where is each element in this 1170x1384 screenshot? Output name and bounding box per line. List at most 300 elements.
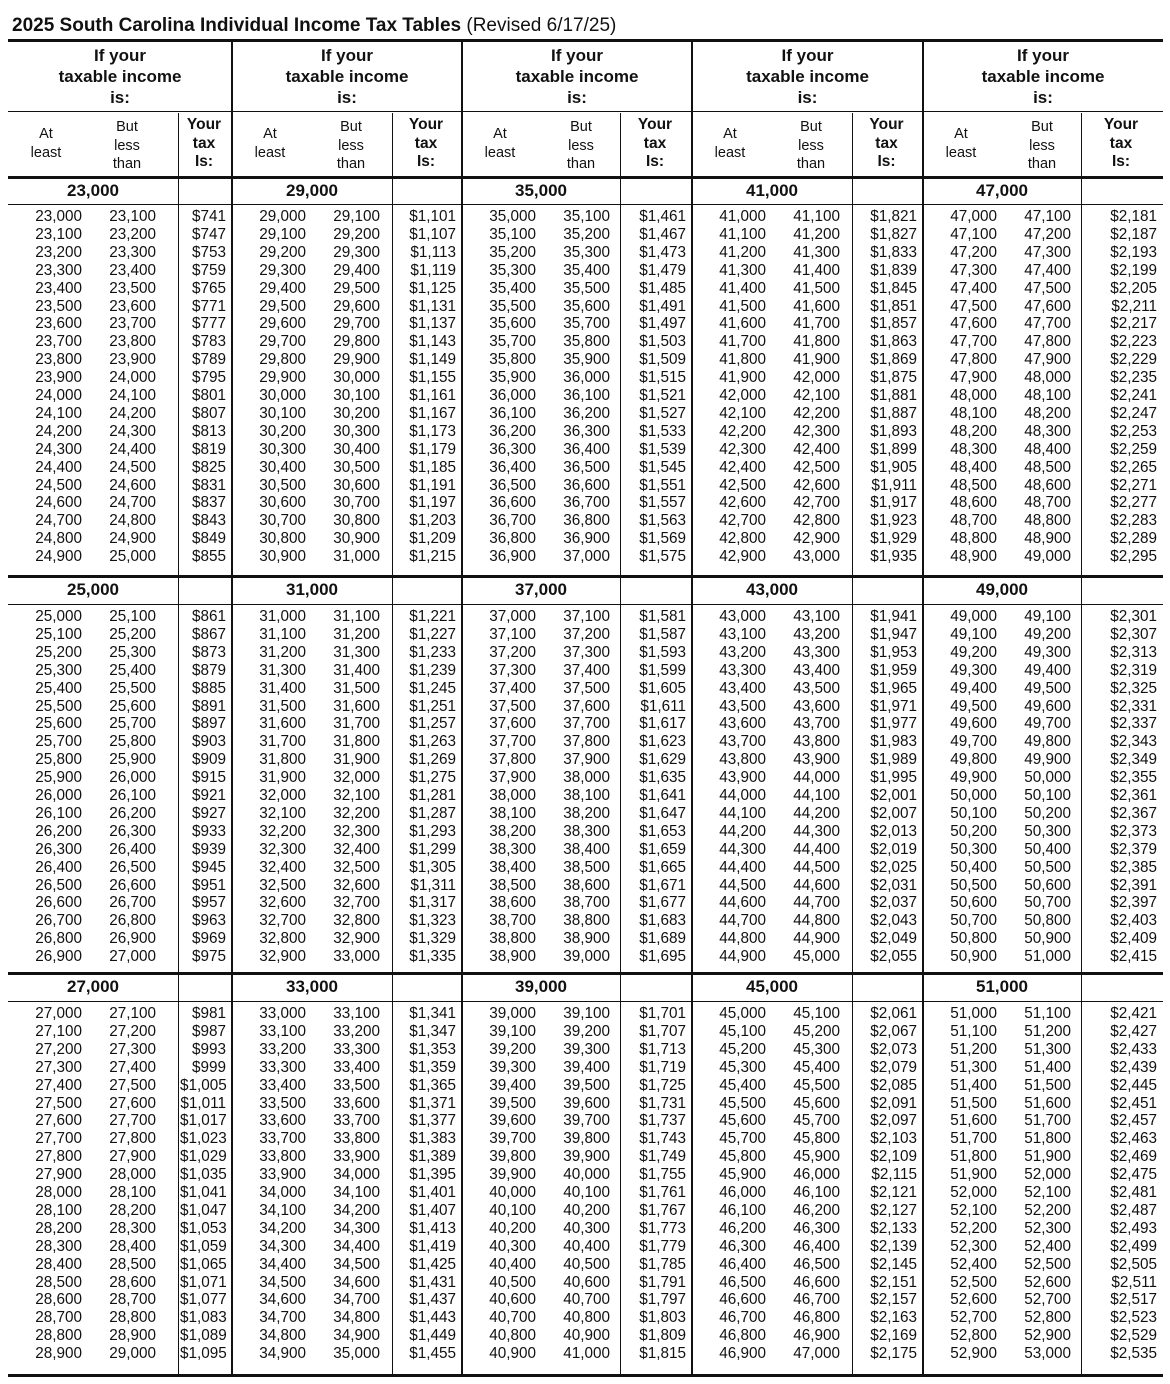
rule-group-divider bbox=[231, 41, 233, 1376]
cell-but-less-than: 43,500 bbox=[793, 679, 840, 697]
cell-at-least: 24,500 bbox=[35, 476, 82, 494]
cell-but-less-than: 45,200 bbox=[793, 1022, 840, 1040]
cell-but-less-than: 36,500 bbox=[563, 458, 610, 476]
cell-at-least: 49,800 bbox=[950, 751, 997, 769]
cell-your-tax: $2,451 bbox=[1110, 1094, 1157, 1112]
cell-your-tax: $2,241 bbox=[1110, 387, 1157, 404]
cell-but-less-than: 35,400 bbox=[563, 261, 610, 279]
cell-but-less-than: 38,300 bbox=[563, 822, 610, 840]
cell-at-least: 31,400 bbox=[259, 679, 306, 697]
cell-but-less-than: 31,100 bbox=[333, 608, 380, 625]
cell-your-tax: $2,187 bbox=[1110, 225, 1157, 243]
cell-at-least: 39,700 bbox=[489, 1130, 536, 1148]
cell-your-tax: $741 bbox=[191, 208, 226, 225]
cell-at-least: 43,600 bbox=[719, 715, 766, 733]
cell-at-least: 50,300 bbox=[950, 840, 997, 858]
cell-but-less-than: 40,600 bbox=[563, 1273, 610, 1291]
cell-your-tax: $1,257 bbox=[409, 715, 456, 733]
cell-but-less-than: 35,100 bbox=[563, 208, 610, 225]
cell-but-less-than: 41,100 bbox=[793, 208, 840, 225]
cell-at-least: 46,900 bbox=[719, 1345, 766, 1363]
cell-but-less-than: 39,300 bbox=[563, 1040, 610, 1058]
cell-but-less-than: 25,800 bbox=[109, 733, 156, 751]
cell-your-tax: $1,335 bbox=[409, 948, 456, 966]
cell-at-least: 24,200 bbox=[35, 422, 82, 440]
cell-your-tax: $2,493 bbox=[1110, 1219, 1157, 1237]
cell-your-tax: $1,353 bbox=[409, 1040, 456, 1058]
cell-but-less-than: 28,200 bbox=[109, 1201, 156, 1219]
cell-at-least: 23,700 bbox=[35, 333, 82, 351]
cell-your-tax: $1,275 bbox=[409, 769, 456, 787]
cell-your-tax: $1,329 bbox=[409, 930, 456, 948]
cell-your-tax: $1,635 bbox=[639, 769, 686, 787]
cell-but-less-than: 25,100 bbox=[109, 608, 156, 625]
cell-at-least: 49,400 bbox=[950, 679, 997, 697]
cell-your-tax: $1,845 bbox=[870, 279, 917, 297]
cell-at-least: 29,600 bbox=[259, 315, 306, 333]
cell-your-tax: $1,857 bbox=[870, 315, 917, 333]
cell-at-least: 50,700 bbox=[950, 912, 997, 930]
band-label: 33,000 bbox=[286, 977, 338, 996]
cell-your-tax: $1,089 bbox=[180, 1327, 227, 1345]
cell-but-less-than: 35,600 bbox=[563, 297, 610, 315]
cell-your-tax: $1,983 bbox=[870, 733, 917, 751]
cell-at-least: 42,700 bbox=[719, 512, 766, 530]
cell-at-least: 44,200 bbox=[719, 822, 766, 840]
cell-at-least: 32,500 bbox=[259, 876, 306, 894]
cell-your-tax: $879 bbox=[191, 661, 226, 679]
cell-at-least: 32,400 bbox=[259, 858, 306, 876]
cell-but-less-than: 34,000 bbox=[333, 1166, 380, 1184]
cell-but-less-than: 49,500 bbox=[1024, 679, 1071, 697]
cell-but-less-than: 30,400 bbox=[333, 440, 380, 458]
cell-at-least: 29,400 bbox=[259, 279, 306, 297]
cell-at-least: 31,200 bbox=[259, 643, 306, 661]
cell-your-tax: $1,467 bbox=[639, 225, 686, 243]
cell-at-least: 39,000 bbox=[489, 1005, 536, 1022]
cell-but-less-than: 48,700 bbox=[1024, 494, 1071, 512]
cell-your-tax: $1,095 bbox=[180, 1345, 227, 1363]
rule-top bbox=[8, 39, 1163, 42]
cell-but-less-than: 50,700 bbox=[1024, 894, 1071, 912]
cell-but-less-than: 51,300 bbox=[1024, 1040, 1071, 1058]
cell-at-least: 32,700 bbox=[259, 912, 306, 930]
cell-your-tax: $2,085 bbox=[870, 1076, 917, 1094]
cell-but-less-than: 25,500 bbox=[109, 679, 156, 697]
cell-but-less-than: 31,900 bbox=[333, 751, 380, 769]
cell-but-less-than: 26,700 bbox=[109, 894, 156, 912]
cell-your-tax: $1,977 bbox=[870, 715, 917, 733]
cell-at-least: 25,700 bbox=[35, 733, 82, 751]
cell-at-least: 49,000 bbox=[950, 608, 997, 625]
cell-but-less-than: 52,100 bbox=[1024, 1184, 1071, 1201]
cell-at-least: 43,900 bbox=[719, 769, 766, 787]
cell-at-least: 51,700 bbox=[950, 1130, 997, 1148]
cell-at-least: 50,000 bbox=[950, 787, 997, 804]
cell-at-least: 31,600 bbox=[259, 715, 306, 733]
cell-your-tax: $963 bbox=[191, 912, 226, 930]
cell-at-least: 45,000 bbox=[719, 1005, 766, 1022]
cell-but-less-than: 42,900 bbox=[793, 530, 840, 548]
cell-at-least: 25,300 bbox=[35, 661, 82, 679]
cell-at-least: 40,600 bbox=[489, 1291, 536, 1309]
cell-but-less-than: 35,200 bbox=[563, 225, 610, 243]
cell-but-less-than: 47,300 bbox=[1024, 243, 1071, 261]
cell-at-least: 26,600 bbox=[35, 894, 82, 912]
cell-but-less-than: 32,700 bbox=[333, 894, 380, 912]
cell-at-least: 49,600 bbox=[950, 715, 997, 733]
cell-but-less-than: 40,100 bbox=[563, 1184, 610, 1201]
cell-but-less-than: 29,500 bbox=[333, 279, 380, 297]
cell-your-tax: $1,719 bbox=[639, 1058, 686, 1076]
cell-your-tax: $1,443 bbox=[409, 1309, 456, 1327]
cell-your-tax: $2,079 bbox=[870, 1058, 917, 1076]
cell-but-less-than: 41,800 bbox=[793, 333, 840, 351]
cell-at-least: 33,700 bbox=[259, 1130, 306, 1148]
cell-but-less-than: 34,600 bbox=[333, 1273, 380, 1291]
cell-your-tax: $2,463 bbox=[1110, 1130, 1157, 1148]
cell-your-tax: $1,203 bbox=[409, 512, 456, 530]
cell-at-least: 29,900 bbox=[259, 369, 306, 387]
cell-your-tax: $1,431 bbox=[409, 1273, 456, 1291]
cell-at-least: 41,000 bbox=[719, 208, 766, 225]
cell-your-tax: $1,659 bbox=[639, 840, 686, 858]
cell-your-tax: $855 bbox=[191, 548, 226, 566]
cell-but-less-than: 47,100 bbox=[1024, 208, 1071, 225]
cell-but-less-than: 51,700 bbox=[1024, 1112, 1071, 1130]
cell-your-tax: $957 bbox=[191, 894, 226, 912]
cell-but-less-than: 40,500 bbox=[563, 1255, 610, 1273]
cell-but-less-than: 23,600 bbox=[109, 297, 156, 315]
cell-but-less-than: 37,500 bbox=[563, 679, 610, 697]
cell-at-least: 38,500 bbox=[489, 876, 536, 894]
cell-at-least: 46,800 bbox=[719, 1327, 766, 1345]
cell-at-least: 52,100 bbox=[950, 1201, 997, 1219]
cell-but-less-than: 36,700 bbox=[563, 494, 610, 512]
cell-but-less-than: 49,900 bbox=[1024, 751, 1071, 769]
cell-your-tax: $1,113 bbox=[410, 243, 456, 261]
cell-your-tax: $1,539 bbox=[639, 440, 686, 458]
cell-at-least: 51,600 bbox=[950, 1112, 997, 1130]
cell-at-least: 24,900 bbox=[35, 548, 82, 566]
cell-but-less-than: 43,400 bbox=[793, 661, 840, 679]
cell-your-tax: $2,037 bbox=[870, 894, 917, 912]
cell-but-less-than: 23,200 bbox=[109, 225, 156, 243]
cell-at-least: 23,200 bbox=[35, 243, 82, 261]
cell-your-tax: $1,803 bbox=[639, 1309, 686, 1327]
cell-your-tax: $2,301 bbox=[1110, 608, 1157, 625]
cell-at-least: 34,100 bbox=[259, 1201, 306, 1219]
cell-your-tax: $2,025 bbox=[870, 858, 917, 876]
cell-but-less-than: 36,100 bbox=[563, 387, 610, 404]
cell-but-less-than: 26,200 bbox=[109, 804, 156, 822]
cell-at-least: 28,900 bbox=[35, 1345, 82, 1363]
cell-but-less-than: 46,000 bbox=[793, 1166, 840, 1184]
cell-at-least: 33,900 bbox=[259, 1166, 306, 1184]
cell-but-less-than: 46,500 bbox=[793, 1255, 840, 1273]
cell-at-least: 39,200 bbox=[489, 1040, 536, 1058]
cell-your-tax: $1,011 bbox=[180, 1094, 226, 1112]
cell-but-less-than: 30,200 bbox=[333, 404, 380, 422]
cell-your-tax: $1,323 bbox=[409, 912, 456, 930]
cell-but-less-than: 36,300 bbox=[563, 422, 610, 440]
cell-but-less-than: 25,300 bbox=[109, 643, 156, 661]
cell-at-least: 31,800 bbox=[259, 751, 306, 769]
cell-at-least: 42,500 bbox=[719, 476, 766, 494]
cell-your-tax: $1,701 bbox=[639, 1005, 686, 1022]
cell-at-least: 40,900 bbox=[489, 1345, 536, 1363]
cell-but-less-than: 34,300 bbox=[333, 1219, 380, 1237]
cell-but-less-than: 48,800 bbox=[1024, 512, 1071, 530]
cell-at-least: 29,300 bbox=[259, 261, 306, 279]
cell-but-less-than: 37,400 bbox=[563, 661, 610, 679]
cell-at-least: 43,500 bbox=[719, 697, 766, 715]
cell-your-tax: $2,007 bbox=[870, 804, 917, 822]
cell-but-less-than: 34,700 bbox=[333, 1291, 380, 1309]
cell-your-tax: $1,425 bbox=[409, 1255, 456, 1273]
cell-at-least: 29,500 bbox=[259, 297, 306, 315]
cell-at-least: 40,800 bbox=[489, 1327, 536, 1345]
cell-but-less-than: 39,600 bbox=[563, 1094, 610, 1112]
cell-but-less-than: 41,600 bbox=[793, 297, 840, 315]
cell-at-least: 35,700 bbox=[489, 333, 536, 351]
cell-but-less-than: 31,000 bbox=[333, 548, 380, 566]
cell-your-tax: $2,337 bbox=[1110, 715, 1157, 733]
cell-but-less-than: 53,000 bbox=[1024, 1345, 1071, 1363]
cell-your-tax: $2,031 bbox=[870, 876, 917, 894]
cell-your-tax: $1,593 bbox=[639, 643, 686, 661]
cell-but-less-than: 37,800 bbox=[563, 733, 610, 751]
cell-but-less-than: 42,200 bbox=[793, 404, 840, 422]
cell-your-tax: $2,253 bbox=[1110, 422, 1157, 440]
cell-but-less-than: 24,900 bbox=[109, 530, 156, 548]
cell-at-least: 47,500 bbox=[950, 297, 997, 315]
cell-but-less-than: 51,400 bbox=[1024, 1058, 1071, 1076]
col-header-at-least: At least bbox=[945, 126, 977, 161]
cell-at-least: 45,700 bbox=[719, 1130, 766, 1148]
rule-band-top bbox=[8, 176, 1163, 179]
cell-but-less-than: 49,600 bbox=[1024, 697, 1071, 715]
cell-but-less-than: 24,500 bbox=[109, 458, 156, 476]
band-label: 35,000 bbox=[515, 181, 567, 200]
cell-your-tax: $1,515 bbox=[639, 369, 686, 387]
cell-at-least: 25,900 bbox=[35, 769, 82, 787]
cell-but-less-than: 28,300 bbox=[109, 1219, 156, 1237]
cell-but-less-than: 28,000 bbox=[109, 1166, 156, 1184]
cell-at-least: 40,500 bbox=[489, 1273, 536, 1291]
cell-but-less-than: 39,400 bbox=[563, 1058, 610, 1076]
cell-but-less-than: 39,700 bbox=[563, 1112, 610, 1130]
cell-at-least: 42,900 bbox=[719, 548, 766, 566]
cell-but-less-than: 47,600 bbox=[1024, 297, 1071, 315]
cell-at-least: 33,500 bbox=[259, 1094, 306, 1112]
cell-at-least: 23,000 bbox=[35, 208, 82, 225]
cell-your-tax: $2,229 bbox=[1110, 351, 1157, 369]
cell-at-least: 38,400 bbox=[489, 858, 536, 876]
cell-your-tax: $1,347 bbox=[409, 1022, 456, 1040]
cell-at-least: 26,000 bbox=[35, 787, 82, 804]
cell-your-tax: $2,379 bbox=[1110, 840, 1157, 858]
cell-your-tax: $1,875 bbox=[870, 369, 917, 387]
cell-your-tax: $2,091 bbox=[870, 1094, 917, 1112]
cell-but-less-than: 52,900 bbox=[1024, 1327, 1071, 1345]
cell-at-least: 50,200 bbox=[950, 822, 997, 840]
cell-at-least: 45,600 bbox=[719, 1112, 766, 1130]
cell-but-less-than: 48,600 bbox=[1024, 476, 1071, 494]
cell-your-tax: $1,551 bbox=[639, 476, 686, 494]
cell-but-less-than: 32,200 bbox=[333, 804, 380, 822]
cell-but-less-than: 28,500 bbox=[109, 1255, 156, 1273]
cell-your-tax: $2,295 bbox=[1110, 548, 1157, 566]
cell-at-least: 23,600 bbox=[35, 315, 82, 333]
cell-your-tax: $2,385 bbox=[1110, 858, 1157, 876]
cell-your-tax: $1,863 bbox=[870, 333, 917, 351]
cell-at-least: 51,500 bbox=[950, 1094, 997, 1112]
cell-at-least: 46,000 bbox=[719, 1184, 766, 1201]
cell-your-tax: $873 bbox=[191, 643, 226, 661]
cell-at-least: 41,700 bbox=[719, 333, 766, 351]
cell-at-least: 23,800 bbox=[35, 351, 82, 369]
cell-but-less-than: 26,500 bbox=[109, 858, 156, 876]
cell-your-tax: $933 bbox=[191, 822, 226, 840]
cell-but-less-than: 27,400 bbox=[109, 1058, 156, 1076]
cell-at-least: 27,500 bbox=[35, 1094, 82, 1112]
cell-your-tax: $1,317 bbox=[409, 894, 456, 912]
col-header-at-least: At least bbox=[30, 126, 62, 161]
group-header-text bbox=[232, 45, 462, 108]
cell-your-tax: $1,227 bbox=[409, 625, 456, 643]
cell-but-less-than: 51,500 bbox=[1024, 1076, 1071, 1094]
cell-your-tax: $2,217 bbox=[1110, 315, 1157, 333]
cell-but-less-than: 47,700 bbox=[1024, 315, 1071, 333]
cell-your-tax: $2,211 bbox=[1111, 297, 1157, 315]
band-label: 37,000 bbox=[515, 580, 567, 599]
cell-your-tax: $1,533 bbox=[639, 422, 686, 440]
cell-at-least: 25,600 bbox=[35, 715, 82, 733]
cell-your-tax: $2,001 bbox=[870, 787, 917, 804]
col-header-but-less-than: But less than bbox=[566, 119, 596, 172]
cell-but-less-than: 26,100 bbox=[109, 787, 156, 804]
cell-your-tax: $1,125 bbox=[409, 279, 456, 297]
rule-tax-divider bbox=[620, 113, 621, 1376]
cell-but-less-than: 23,800 bbox=[109, 333, 156, 351]
cell-but-less-than: 24,100 bbox=[109, 387, 156, 404]
cell-at-least: 42,800 bbox=[719, 530, 766, 548]
col-header-but-less-than: But less than bbox=[112, 119, 142, 172]
cell-at-least: 39,400 bbox=[489, 1076, 536, 1094]
cell-but-less-than: 52,200 bbox=[1024, 1201, 1071, 1219]
cell-at-least: 27,300 bbox=[35, 1058, 82, 1076]
cell-your-tax: $1,395 bbox=[409, 1166, 456, 1184]
cell-your-tax: $1,959 bbox=[870, 661, 917, 679]
cell-your-tax: $1,341 bbox=[409, 1005, 456, 1022]
cell-but-less-than: 49,400 bbox=[1024, 661, 1071, 679]
cell-but-less-than: 30,700 bbox=[333, 494, 380, 512]
cell-your-tax: $945 bbox=[191, 858, 226, 876]
cell-but-less-than: 30,000 bbox=[333, 369, 380, 387]
cell-but-less-than: 39,500 bbox=[563, 1076, 610, 1094]
cell-your-tax: $1,965 bbox=[870, 679, 917, 697]
cell-but-less-than: 44,200 bbox=[793, 804, 840, 822]
cell-your-tax: $1,881 bbox=[870, 387, 917, 404]
rule-header-sub bbox=[8, 111, 1163, 112]
cell-your-tax: $1,743 bbox=[639, 1130, 686, 1148]
cell-at-least: 36,900 bbox=[489, 548, 536, 566]
cell-at-least: 26,300 bbox=[35, 840, 82, 858]
cell-your-tax: $2,523 bbox=[1110, 1309, 1157, 1327]
title-main: 2025 South Carolina Individual Income Tax Tables bbox=[12, 15, 462, 36]
cell-your-tax: $975 bbox=[191, 948, 226, 966]
cell-but-less-than: 39,000 bbox=[563, 948, 610, 966]
title-revised: (Revised 6/17/25) bbox=[466, 15, 617, 36]
cell-at-least: 49,700 bbox=[950, 733, 997, 751]
cell-at-least: 44,300 bbox=[719, 840, 766, 858]
cell-your-tax: $2,271 bbox=[1110, 476, 1157, 494]
cell-but-less-than: 29,900 bbox=[333, 351, 380, 369]
cell-your-tax: $1,905 bbox=[870, 458, 917, 476]
cell-but-less-than: 44,300 bbox=[793, 822, 840, 840]
cell-but-less-than: 39,200 bbox=[563, 1022, 610, 1040]
cell-but-less-than: 36,800 bbox=[563, 512, 610, 530]
cell-but-less-than: 47,400 bbox=[1024, 261, 1071, 279]
cell-but-less-than: 30,300 bbox=[333, 422, 380, 440]
rule-band-bottom bbox=[8, 604, 1163, 605]
cell-but-less-than: 29,300 bbox=[333, 243, 380, 261]
cell-but-less-than: 38,400 bbox=[563, 840, 610, 858]
cell-but-less-than: 32,400 bbox=[333, 840, 380, 858]
cell-your-tax: $1,797 bbox=[639, 1291, 686, 1309]
cell-your-tax: $2,055 bbox=[870, 948, 917, 966]
cell-but-less-than: 28,800 bbox=[109, 1309, 156, 1327]
cell-at-least: 39,500 bbox=[489, 1094, 536, 1112]
cell-at-least: 32,300 bbox=[259, 840, 306, 858]
cell-your-tax: $2,391 bbox=[1110, 876, 1157, 894]
cell-your-tax: $1,755 bbox=[639, 1166, 686, 1184]
cell-but-less-than: 27,300 bbox=[109, 1040, 156, 1058]
cell-at-least: 27,200 bbox=[35, 1040, 82, 1058]
cell-your-tax: $1,035 bbox=[180, 1166, 227, 1184]
cell-your-tax: $1,101 bbox=[409, 208, 456, 225]
group-header-label: If your taxable income is: bbox=[58, 46, 182, 107]
cell-your-tax: $1,287 bbox=[409, 804, 456, 822]
cell-your-tax: $1,773 bbox=[639, 1219, 686, 1237]
cell-your-tax: $1,887 bbox=[870, 404, 917, 422]
cell-at-least: 32,000 bbox=[259, 787, 306, 804]
cell-your-tax: $1,509 bbox=[639, 351, 686, 369]
cell-at-least: 37,000 bbox=[489, 608, 536, 625]
cell-but-less-than: 24,300 bbox=[109, 422, 156, 440]
cell-your-tax: $2,511 bbox=[1111, 1273, 1157, 1291]
band-label: 49,000 bbox=[976, 580, 1028, 599]
cell-but-less-than: 45,600 bbox=[793, 1094, 840, 1112]
cell-your-tax: $1,209 bbox=[409, 530, 456, 548]
cell-but-less-than: 26,300 bbox=[109, 822, 156, 840]
cell-at-least: 37,600 bbox=[489, 715, 536, 733]
cell-but-less-than: 35,900 bbox=[563, 351, 610, 369]
cell-at-least: 43,000 bbox=[719, 608, 766, 625]
cell-your-tax: $885 bbox=[191, 679, 226, 697]
cell-but-less-than: 41,300 bbox=[793, 243, 840, 261]
cell-but-less-than: 27,500 bbox=[109, 1076, 156, 1094]
cell-at-least: 30,400 bbox=[259, 458, 306, 476]
cell-but-less-than: 36,600 bbox=[563, 476, 610, 494]
cell-your-tax: $903 bbox=[191, 733, 226, 751]
cell-your-tax: $813 bbox=[191, 422, 226, 440]
cell-at-least: 23,900 bbox=[35, 369, 82, 387]
cell-at-least: 49,100 bbox=[950, 625, 997, 643]
cell-but-less-than: 26,400 bbox=[109, 840, 156, 858]
cell-at-least: 50,400 bbox=[950, 858, 997, 876]
